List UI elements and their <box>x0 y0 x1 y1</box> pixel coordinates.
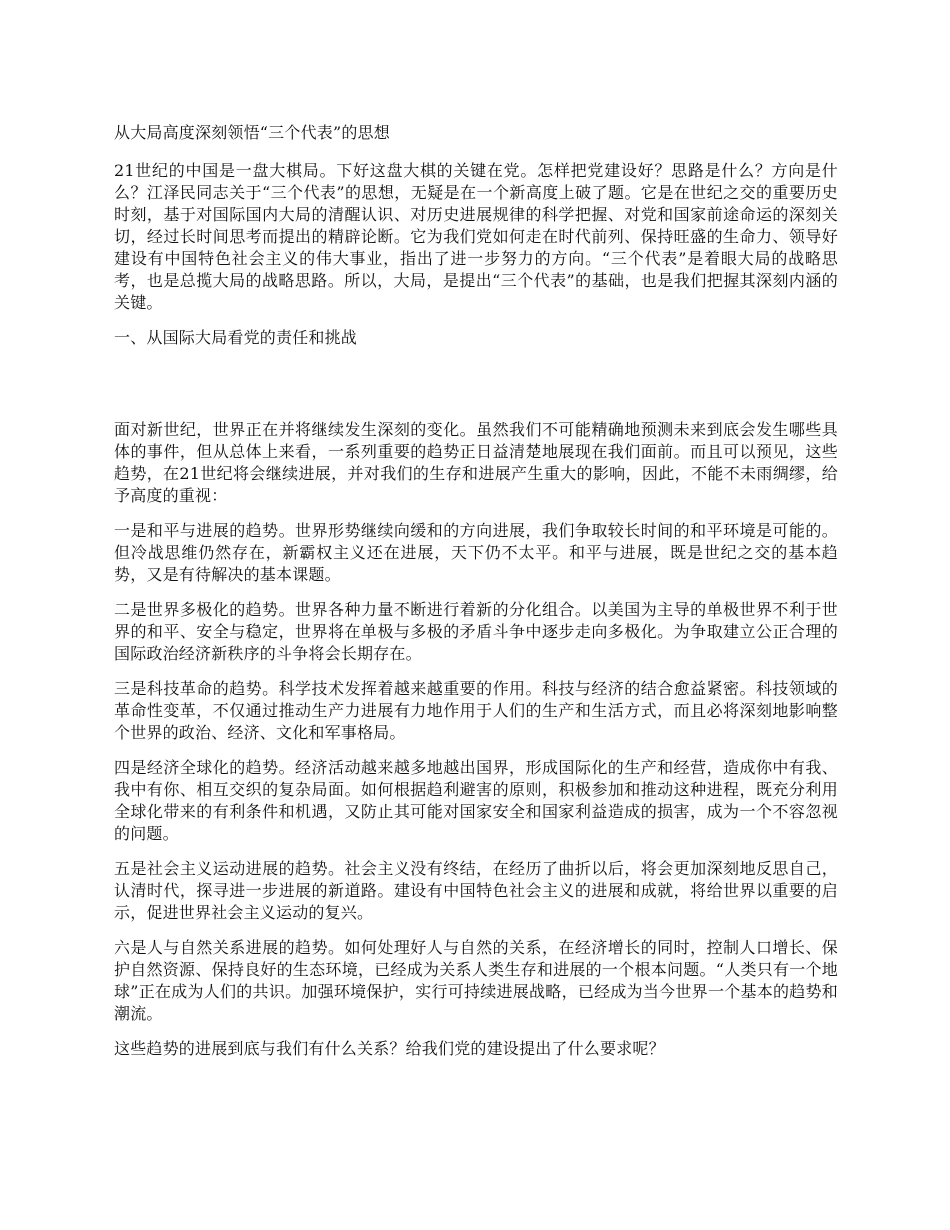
paragraph-trend-globalization: 四是经济全球化的趋势。经济活动越来越多地越出国界，形成国际化的生产和经营，造成你中有我、我中有你、相互交织的复杂局面。如何根据趋利避害的原则，积极参加和推动这种进程，既充分利用全球化带来的有利条件和机遇，又防止其可能对国家安全和国家利益造成的损害，成为一个不容忽视的问题。 <box>114 758 838 843</box>
section-heading: 一、从国际大局看党的责任和挑战 <box>114 328 358 347</box>
paragraph-trend-peace: 一是和平与进展的趋势。世界形势继续向缓和的方向进展，我们争取较长时间的和平环境是可能的。但冷战思维仍然存在，新霸权主义还在进展，天下仍不太平。和平与进展，既是世纪之交的基本趋势，又是有待解决的基本课题。 <box>114 521 838 584</box>
paragraph-trend-socialism: 五是社会主义运动进展的趋势。社会主义没有终结，在经历了曲折以后，将会更加深刻地反思自己，认清时代，探寻进一步进展的新道路。建设有中国特色社会主义的进展和成就，将给世界以重要的启示，促进世界社会主义运动的复兴。 <box>114 859 838 922</box>
paragraph-overview: 面对新世纪，世界正在并将继续发生深刻的变化。虽然我们不可能精确地预测未来到底会发生哪些具体的事件，但从总体上来看，一系列重要的趋势正日益清楚地展现在我们面前。而且可以预见，这些趋势，在21世纪将会继续进展，并对我们的生存和进展产生重大的影响，因此，不能不未雨绸缪，给予高度的重视： <box>114 420 838 505</box>
paragraph-question: 这些趋势的进展到底与我们有什么关系？给我们党的建设提出了什么要求呢？ <box>114 1039 665 1058</box>
paragraph-trend-technology: 三是科技革命的趋势。科学技术发挥着越来越重要的作用。科技与经济的结合愈益紧密。科技领域的革命性变革，不仅通过推动生产力进展有力地作用于人们的生产和生活方式，而且必将深刻地影响整个世界的政治、经济、文化和军事格局。 <box>114 679 838 742</box>
document-title: 从大局高度深刻领悟“三个代表”的思想 <box>114 123 390 142</box>
intro-paragraph: 21世纪的中国是一盘大棋局。下好这盘大棋的关键在党。怎样把党建设好？思路是什么？方向是什么？江泽民同志关于“三个代表”的思想，无疑是在一个新高度上破了题。它是在世纪之交的重要历史时刻，基于对国际国内大局的清醒认识、对历史进展规律的科学把握、对党和国家前途命运的深刻关切，经过长时间思考而提出的精辟论断。它为我们党如何走在时代前列、保持旺盛的生命力、领导好建设有中国特色社会主义的伟大事业，指出了进一步努力的方向。“三个代表”是着眼大局的战略思考，也是总揽大局的战略思路。所以，大局，是提出“三个代表”的基础，也是我们把握其深刻内涵的关键。 <box>114 161 838 312</box>
paragraph-trend-multipolar: 二是世界多极化的趋势。世界各种力量不断进行着新的分化组合。以美国为主导的单极世界不利于世界的和平、安全与稳定，世界将在单极与多极的矛盾斗争中逐步走向多极化。为争取建立公正合理的国际政治经济新秩序的斗争将会长期存在。 <box>114 600 838 663</box>
paragraph-trend-nature: 六是人与自然关系进展的趋势。如何处理好人与自然的关系，在经济增长的同时，控制人口增长、保护自然资源、保持良好的生态环境，已经成为关系人类生存和进展的一个根本问题。“人类只有一个地球”正在成为人们的共识。加强环境保护，实行可持续进展战略，已经成为当今世界一个基本的趋势和潮流。 <box>114 938 838 1023</box>
